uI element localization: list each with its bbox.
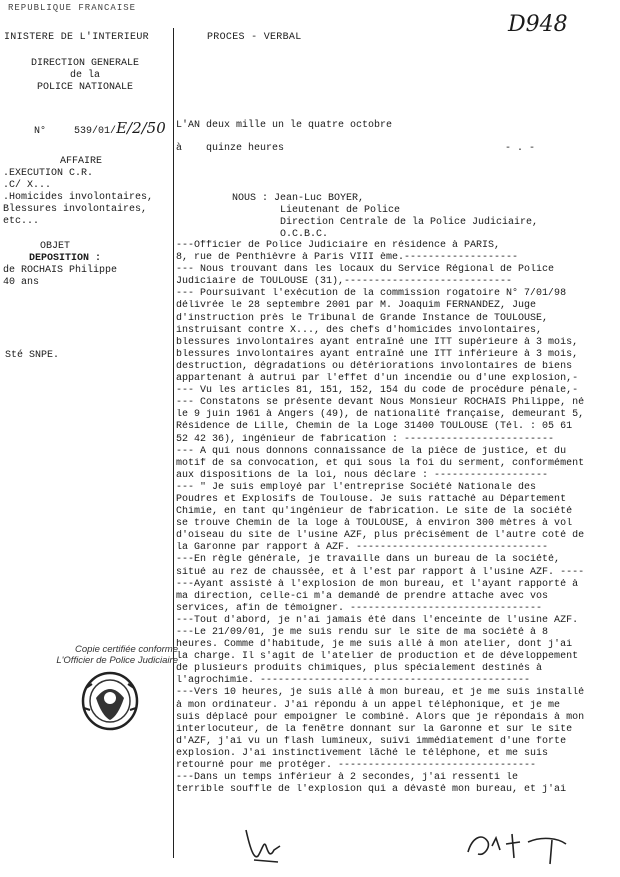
handwritten-reference: D948 bbox=[508, 12, 568, 37]
direction-line: de la bbox=[69, 70, 100, 81]
statement-line: destruction, dégradations ou détériorations involontaires de biens bbox=[176, 360, 573, 372]
statement-line: ---Officier de Police Judiciaire en résidence à PARIS, bbox=[176, 240, 501, 251]
number-value: 539/01/ bbox=[74, 126, 117, 137]
signature-officer bbox=[462, 824, 582, 868]
affaire-line: .C/ X... bbox=[3, 180, 52, 191]
officer-line: Lieutenant de Police bbox=[280, 205, 401, 216]
objet-line: DEPOSITION : bbox=[29, 253, 102, 264]
direction-block bbox=[20, 58, 150, 94]
statement-line: interlocuteur, de la fenêtre donnant sur la Garonne et sur le site bbox=[176, 723, 573, 735]
affaire-line: .Homicides involontaires, bbox=[3, 192, 154, 203]
document-type: PROCES - VERBAL bbox=[207, 32, 302, 43]
statement-line: terrible souffle de l'explosion qui a dévasté mon bureau, et j'ai bbox=[176, 784, 567, 796]
direction-line: POLICE NATIONALE bbox=[36, 82, 133, 93]
statement-line: 52 42 36), ingénieur de fabrication : ------------------------- bbox=[176, 433, 555, 445]
statement-line: d'instruction près le Tribunal de Grande Instance de TOULOUSE, bbox=[176, 312, 549, 324]
column-separator bbox=[173, 28, 174, 858]
statement-line: --- Poursuivant l'exécution de la commission rogatoire N° 7/01/98 bbox=[176, 288, 567, 300]
statement-line: motif de sa convocation, et qui sous la foi du serment, conformément bbox=[176, 457, 585, 469]
direction-line: DIRECTION GENERALE bbox=[30, 58, 140, 69]
number-label: N° bbox=[34, 126, 47, 137]
officer-line: NOUS : Jean-Luc BOYER, bbox=[232, 193, 365, 204]
statement-line: appartenant à autrui par l'effet d'un incendie ou d'une explosion,- bbox=[176, 373, 579, 385]
statement-line: ma direction, celle-ci m'a demandé de prendre attache avec vos bbox=[176, 590, 549, 602]
statement-line: Chimie, en tant qu'ingénieur de fabrication. Le site de la société bbox=[176, 506, 573, 518]
republic-header: REPUBLIQUE FRANCAISE bbox=[8, 3, 137, 13]
statement-line: heures. Comme d'habitude, je me suis allé à mon atelier, dont j'ai bbox=[176, 639, 573, 651]
statement-line: se trouve Chemin de la loge à TOULOUSE, à environ 300 mètres à vol bbox=[176, 518, 573, 530]
signature-witness bbox=[240, 820, 288, 868]
statement-line: de plusieurs produits chimiques, plus spécialement destinés à bbox=[176, 663, 543, 675]
time-value: quinze heures bbox=[206, 143, 285, 154]
certified-line: L'Officier de Police Judiciaire bbox=[56, 655, 178, 666]
statement-line: le 9 juin 1961 à Angers (49), de nationalité française, demeurant 5, bbox=[176, 409, 585, 421]
objet-line: 40 ans bbox=[3, 277, 40, 288]
statement-line: Judiciaire de TOULOUSE (31),---------------------------- bbox=[176, 276, 513, 288]
affaire-line: .EXECUTION C.R. bbox=[3, 168, 94, 179]
statement-body bbox=[176, 240, 616, 796]
statement-line: à mon ordinateur. J'ai répondu à un appel téléphonique, et je me bbox=[176, 699, 561, 711]
objet-title: OBJET bbox=[40, 241, 71, 252]
officer-block bbox=[232, 193, 538, 241]
statement-line: --- Vu les articles 81, 151, 152, 154 du code de procédure pénale,- bbox=[176, 385, 579, 397]
statement-line: 8, rue de Penthièvre à Paris VIII ème.------------------- bbox=[176, 252, 519, 264]
company-name: Sté SNPE. bbox=[5, 350, 60, 361]
statement-line: délivrée le 28 septembre 2001 par M. Joaquim FERNANDEZ, Juge bbox=[176, 300, 537, 312]
statement-line: ---Dans un temps inférieur à 2 secondes, j'ai ressenti le bbox=[176, 772, 519, 784]
date-dash: - . - bbox=[505, 143, 536, 154]
officer-line: Direction Centrale de la Police Judiciaire, bbox=[280, 217, 539, 228]
officer-line: O.C.B.C. bbox=[280, 229, 329, 240]
time-line bbox=[176, 143, 284, 154]
pv-number bbox=[34, 119, 166, 138]
objet-block bbox=[3, 253, 117, 289]
statement-line: d'AZF, j'ai vu un flash lumineux, suivi immédiatement d'une forte bbox=[176, 735, 567, 747]
objet-line: de ROCHAIS Philippe bbox=[3, 265, 118, 276]
statement-line: la Garonne par rapport à AZF. -------------------------------- bbox=[176, 542, 549, 554]
statement-line: ---Tout d'abord, je n'ai jamais été dans l'enceinte de l'usine AZF. bbox=[176, 614, 579, 626]
statement-line: aux dispositions de la loi, nous déclare : ------------------- bbox=[176, 469, 549, 481]
statement-line: --- Constatons se présente devant Nous Monsieur ROCHAIS Philippe, né bbox=[176, 397, 585, 409]
statement-line: blessures involontaires ayant entraîné une ITT inférieure à 3 mois, bbox=[176, 348, 579, 360]
certified-copy bbox=[48, 644, 178, 666]
statement-line: explosion. J'ai instinctivement lâché le téléphone, et me suis bbox=[176, 747, 549, 759]
statement-line: situé au rez de chaussée, et à l'est par rapport à l'usine AZF. ---- bbox=[176, 566, 585, 578]
statement-line: ---Vers 10 heures, je suis allé à mon bureau, et je me suis installé bbox=[176, 687, 585, 699]
statement-line: l'agrochimie. --------------------------------------------- bbox=[176, 675, 531, 687]
statement-line: ---En règle générale, je travaille dans un bureau de la société, bbox=[176, 554, 561, 566]
ministry-title: INISTERE DE L'INTERIEUR bbox=[4, 32, 149, 43]
affaire-title: AFFAIRE bbox=[60, 156, 103, 167]
statement-line: --- " Je suis employé par l'entreprise Société Nationale des bbox=[176, 481, 537, 493]
statement-line: instruisant contre X..., des chefs d'homicides involontaires, bbox=[176, 324, 543, 336]
affaire-block bbox=[3, 168, 153, 228]
statement-line: retourné pour me protéger. --------------------------------- bbox=[176, 760, 537, 772]
official-stamp bbox=[78, 668, 142, 732]
statement-line: Poudres et Explosifs de Toulouse. Je suis rattaché au Département bbox=[176, 493, 567, 505]
statement-line: ---Ayant assisté à l'explosion de mon bureau, et l'ayant rapporté à bbox=[176, 578, 579, 590]
affaire-line: Blessures involontaires, bbox=[3, 204, 148, 215]
statement-line: suis déplacé pour empoigner le combiné. Alors que je répondais à mon bbox=[176, 711, 585, 723]
statement-line: Résidence de Lille, Chemin de la Loge 31400 TOULOUSE (Tél. : 05 61 bbox=[176, 421, 573, 433]
statement-line: la charge. Il s'agit de l'atelier de production et de développement bbox=[176, 651, 579, 663]
statement-line: d'oiseau du site de l'usine AZF, plus précisément de l'autre coté de bbox=[176, 530, 585, 542]
date-line: L'AN deux mille un le quatre octobre bbox=[176, 120, 393, 131]
statement-line: ---Le 21/09/01, je me suis rendu sur le site de ma société à 8 bbox=[176, 627, 549, 638]
statement-line: blessures involontaires ayant entraîné une ITT supérieure à 3 mois, bbox=[176, 336, 579, 348]
affaire-line: etc... bbox=[3, 216, 40, 227]
time-prefix: à bbox=[176, 143, 183, 154]
statement-line: --- A qui nous donnons connaissance de la pièce de justice, et du bbox=[176, 445, 567, 457]
number-handwritten: E/2/50 bbox=[116, 119, 166, 137]
statement-line: --- Nous trouvant dans les locaux du Service Régional de Police bbox=[176, 264, 555, 276]
certified-line: Copie certifiée conforme bbox=[75, 644, 178, 655]
statement-line: services, afin de témoigner. -------------------------------- bbox=[176, 602, 543, 614]
